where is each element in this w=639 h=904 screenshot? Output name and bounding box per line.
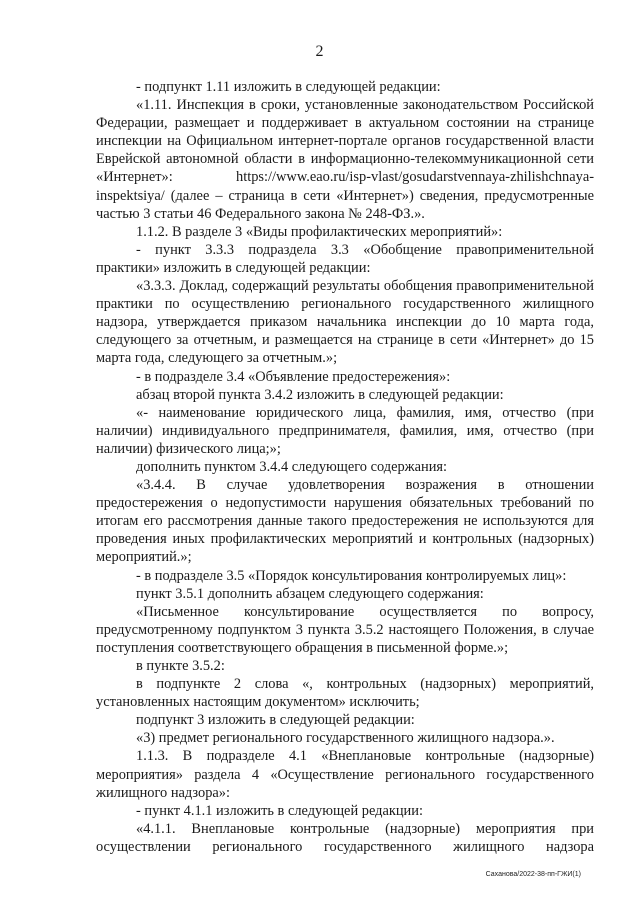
paragraph: - в подразделе 3.4 «Объявление предостережения»: [136, 368, 451, 385]
paragraph: - пункт 4.1.1 изложить в следующей редакции: [136, 802, 423, 819]
paragraph: дополнить пунктом 3.4.4 следующего содержания: [136, 458, 448, 475]
paragraph: «3) предмет регионального государственного жилищного надзора.». [136, 730, 555, 747]
document-code: Саханова/2022-38-пп-ГЖИ(1) [485, 871, 581, 878]
paragraph: подпункт 3 изложить в следующей редакции: [136, 712, 415, 729]
document-body [96, 78, 594, 856]
paragraph: в подпункте 2 слова «, контрольных (надзорных) мероприятий, установленных настоящим документом» исключить; [96, 676, 594, 711]
paragraph: пункт 3.5.1 дополнить абзацем следующего содержания: [136, 585, 484, 602]
page-number: 2 [315, 43, 324, 60]
paragraph: - подпункт 1.11 изложить в следующей редакции: [136, 79, 441, 95]
paragraph: «4.1.1. Внеплановые контрольные (надзорные) мероприятия при осуществлении регионального государственного жилищного надзора [96, 820, 594, 855]
paragraph: «3.3.3. Доклад, содержащий результаты обобщения правоприменительной практики по осуществлению регионального государственного жилищного надзора, утверждается приказом начальника инспекции до 10 марта года, следующего за отчетным, и размещается на странице в сети «Интернет» до 15 марта года, следующего за отчетным.»; [96, 278, 594, 367]
paragraph: абзац второй пункта 3.4.2 изложить в следующей редакции: [136, 386, 504, 403]
paragraph: 1.1.3. В подразделе 4.1 «Внеплановые контрольные (надзорные) мероприятия» раздела 4 «Осуществление регионального государственного жилищного надзора»: [96, 748, 594, 801]
paragraph: в пункте 3.5.2: [136, 658, 225, 674]
paragraph: - пункт 3.3.3 подраздела 3.3 «Обобщение правоприменительной практики» изложить в следующей редакции: [96, 241, 594, 276]
paragraph: - в подразделе 3.5 «Порядок консультирования контролируемых лиц»: [136, 567, 567, 584]
paragraph: 1.1.2. В разделе 3 «Виды профилактических мероприятий»: [136, 223, 503, 240]
paragraph: «3.4.4. В случае удовлетворения возражения в отношении предостережения о недопустимости нарушения обязательных требований по итогам его рассмотрения данные такого предостережения не используются для проведения иных профилактических мероприятий и контрольных (надзорных) мероприятий.»; [96, 477, 594, 566]
paragraph: «- наименование юридического лица, фамилия, имя, отчество (при наличии) индивидуального предпринимателя, фамилия, имя, отчество (при наличии) физического лица;»; [96, 404, 594, 457]
paragraph: «Письменное консультирование осуществляется по вопросу, предусмотренному подпунктом 3 пункта 3.5.2 настоящего Положения, в случае поступления соответствующего обращения в письменной форме.»; [96, 603, 594, 656]
paragraph: «1.11. Инспекция в сроки, установленные законодательством Российской Федерации, размещает и поддерживает в актуальном состоянии на странице инспекции на Официальном интернет-портале органов государственной власти Еврейской автономной области в информационно-телекоммуникационной сети «Интернет»: https://www.eao.ru/isp-vlast/gosudarstvennaya-zhilishchnaya-inspektsiya/ (далее – страница в сети «Интернет») сведения, предусмотренные частью 3 статьи 46 Федерального закона № 248-ФЗ.». [96, 97, 594, 222]
